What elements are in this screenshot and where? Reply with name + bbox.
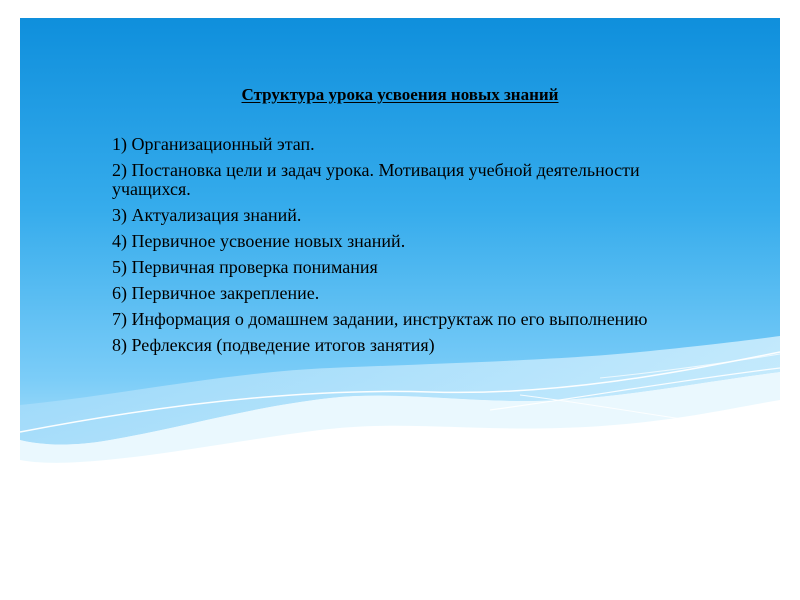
list-item: 2) Постановка цели и задач урока. Мотивация учебной деятельности учащихся. [112,160,640,199]
slide-title-text: Структура урока усвоения новых знаний [241,85,559,104]
list-item: 8) Рефлексия (подведение итогов занятия) [112,335,435,355]
list-item: 3) Актуализация знаний. [112,205,302,225]
list-item: 7) Информация о домашнем задании, инструктаж по его выполнению [112,309,648,329]
list-item: 1) Организационный этап. [112,134,315,154]
list-item: 6) Первичное закрепление. [112,283,320,303]
list-item: 5) Первичная проверка понимания [112,257,378,277]
slide-title [0,84,800,106]
lesson-stages-list [112,135,672,362]
list-item: 4) Первичное усвоение новых знаний. [112,231,406,251]
